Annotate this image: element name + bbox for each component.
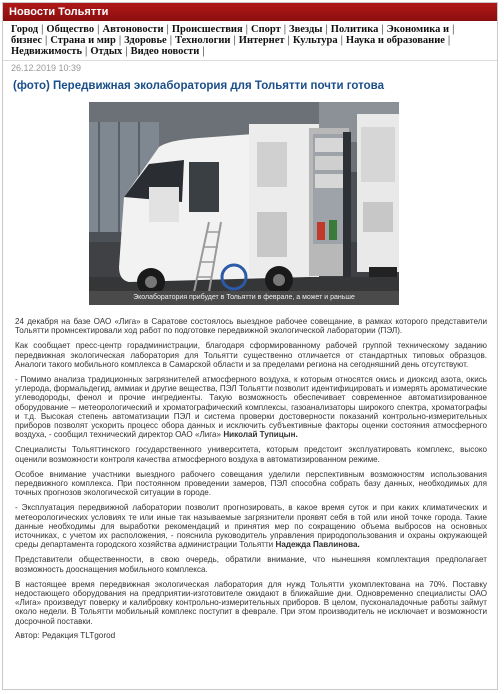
article-author: Автор: Редакция TLTgorod	[15, 630, 116, 640]
paragraph: Особое внимание участники выездного рабочего совещания уделили перспективным возможностям использования передвижного комплекса. При постоянном проведении замеров, ПЭЛ способна собрать базу данных, необходимых для точных прогнозов экологической ситуации в городе.	[15, 469, 487, 498]
quote-text: - Эксплуатация передвижной лаборатории позволит прогнозировать, в какое время суток и при каких климатических и метеорологических условиях те или иные так называемые загрязнители проявят себя в той или иной точке города. Такие данные необходимы для выработки рекомендаций и принятия мер по сокращению объема выбросов на основных источниках, с учетом их расположения, - пояснила руководитель управления природопользования и охраны окружающей среды департамента городского хозяйства администрации Тольятти	[15, 503, 487, 550]
nav-separator: |	[245, 24, 248, 35]
nav-link[interactable]: Политика	[330, 24, 379, 35]
site-header	[3, 3, 497, 21]
nav-row	[11, 46, 491, 57]
nav-row	[11, 35, 491, 46]
nav-link[interactable]: Культура	[292, 35, 338, 46]
nav-link[interactable]: Интернет	[238, 35, 285, 46]
nav-link[interactable]: Страна и мир	[50, 35, 116, 46]
nav-link[interactable]: Здоровье	[124, 35, 167, 46]
van-photo	[89, 102, 399, 305]
nav-separator: |	[169, 35, 172, 46]
paragraph	[15, 375, 487, 439]
paragraph: Специалисты Тольяттинского государственного университета, которым предстоит эксплуатировать комплекс, высоко оценили возможности контроля качества атмосферного воздуха в автоматизированном режиме.	[15, 445, 487, 464]
nav-link[interactable]: Отдых	[90, 46, 123, 57]
nav-separator: |	[233, 35, 236, 46]
nav-separator: |	[41, 24, 44, 35]
article-photo	[89, 102, 399, 305]
nav-separator: |	[283, 24, 287, 35]
page	[2, 2, 498, 690]
nav-link[interactable]: Технологии	[175, 35, 231, 46]
quote-text: - Помимо анализа традиционных загрязнителей атмосферного воздуха, к которым относятся окись и диоксид азота, окись углерода, формальдегид, аммиак и другие вещества, ПЭЛ Тольятти позволит идентифицировать и измерять ароматические углеводороды, фенол и прочие ингредиенты. Такую возможность обеспечивает современное автоматизированное оборудование – метеорологический и хроматографический комплексы, газоанализаторы широкого спектра, хроматографы и т.д. Высокая степень автоматизации ПЭЛ и система проверки достоверности показаний контрольно-измерительных приборов позволят ускорить процесс обора данных и исключить субъективные факторы оценки состояния атмосферного воздуха, - сообщил технический директор ОАО «Лига»	[15, 375, 487, 440]
nav-separator: |	[166, 24, 169, 35]
nav-link[interactable]: Общество	[46, 24, 95, 35]
person-name: Николай Тупицын.	[223, 430, 298, 440]
nav-separator: |	[45, 35, 48, 46]
paragraph: 24 декабря на базе ОАО «Лига» в Саратове состоялось выездное рабочее совещание, в рамках которого представители Тольятти промнсектировали ход работ по подготовке передвижной экологической лаборатории (ПЭЛ).	[15, 317, 487, 336]
nav-link[interactable]: бизнес	[11, 35, 43, 46]
nav-separator: |	[325, 24, 328, 35]
nav-separator: |	[447, 35, 451, 46]
paragraph: Как сообщает пресс-центр горадминистрации, благодаря сформированному рабочей группой техническому заданию передвижная экологическая лаборатория для Тольятти существенно отличается от стандартных типовых образцов. Аналоги такого мобильного комплекса в Самарской области и за пределами региона на сегодняшний день отсутствуют.	[15, 341, 487, 369]
nav-separator: |	[287, 35, 290, 46]
paragraph	[15, 503, 487, 549]
nav-link[interactable]: Город	[11, 24, 39, 35]
nav-link[interactable]: Происшествия	[171, 24, 243, 35]
nav-separator: |	[118, 35, 122, 46]
person-name: Надежда Павлинова.	[275, 540, 360, 550]
nav-link[interactable]: Автоновости	[102, 24, 164, 35]
nav-link[interactable]: Звезды	[289, 24, 323, 35]
photo-caption: Эколаборатория прибудет в Тольятти в феврале, а может и раньше	[89, 291, 399, 305]
nav-separator: |	[97, 24, 100, 35]
nav-row	[11, 24, 491, 35]
site-title[interactable]: Новости Тольятти	[9, 6, 109, 18]
article-body	[15, 317, 487, 640]
nav-link[interactable]: Спорт	[250, 24, 281, 35]
category-nav	[3, 21, 497, 61]
nav-separator: |	[340, 35, 343, 46]
paragraph: В настоящее время передвижная экологическая лаборатория для нужд Тольятти укомплектована на 70%. Поставку недостающего оборудования на предприятии-изготовителе ожидают в ближайшие дни. Одновременно специалисты ОАО «Лига» произведут поверку и калибровку контрольно-измерительных приборов. В целом, пусконаладочные работы займут около недели. В Тольятти мобильный комплекс поступит в феврале. При этом производитель не исключает и возможности досрочной поставки.	[15, 579, 487, 626]
nav-link[interactable]: Видео новости	[130, 46, 200, 57]
nav-link[interactable]: Недвижимость	[11, 46, 83, 57]
nav-separator: |	[125, 46, 128, 57]
article-date: 26.12.2019 10:39	[11, 63, 82, 73]
nav-separator: |	[452, 24, 455, 35]
nav-link[interactable]: Наука и образование	[345, 35, 445, 46]
nav-separator: |	[202, 46, 205, 57]
nav-separator: |	[85, 46, 88, 57]
nav-separator: |	[381, 24, 384, 35]
paragraph: Представители общественности, в свою очередь, обратили внимание, что нынешняя комплектация предполагает возможность дооснащения мобильного комплекса.	[15, 555, 487, 574]
article-title[interactable]: (фото) Передвижная эколаборатория для Тольятти почти готова	[13, 80, 384, 92]
nav-link[interactable]: Экономика и	[386, 24, 450, 35]
